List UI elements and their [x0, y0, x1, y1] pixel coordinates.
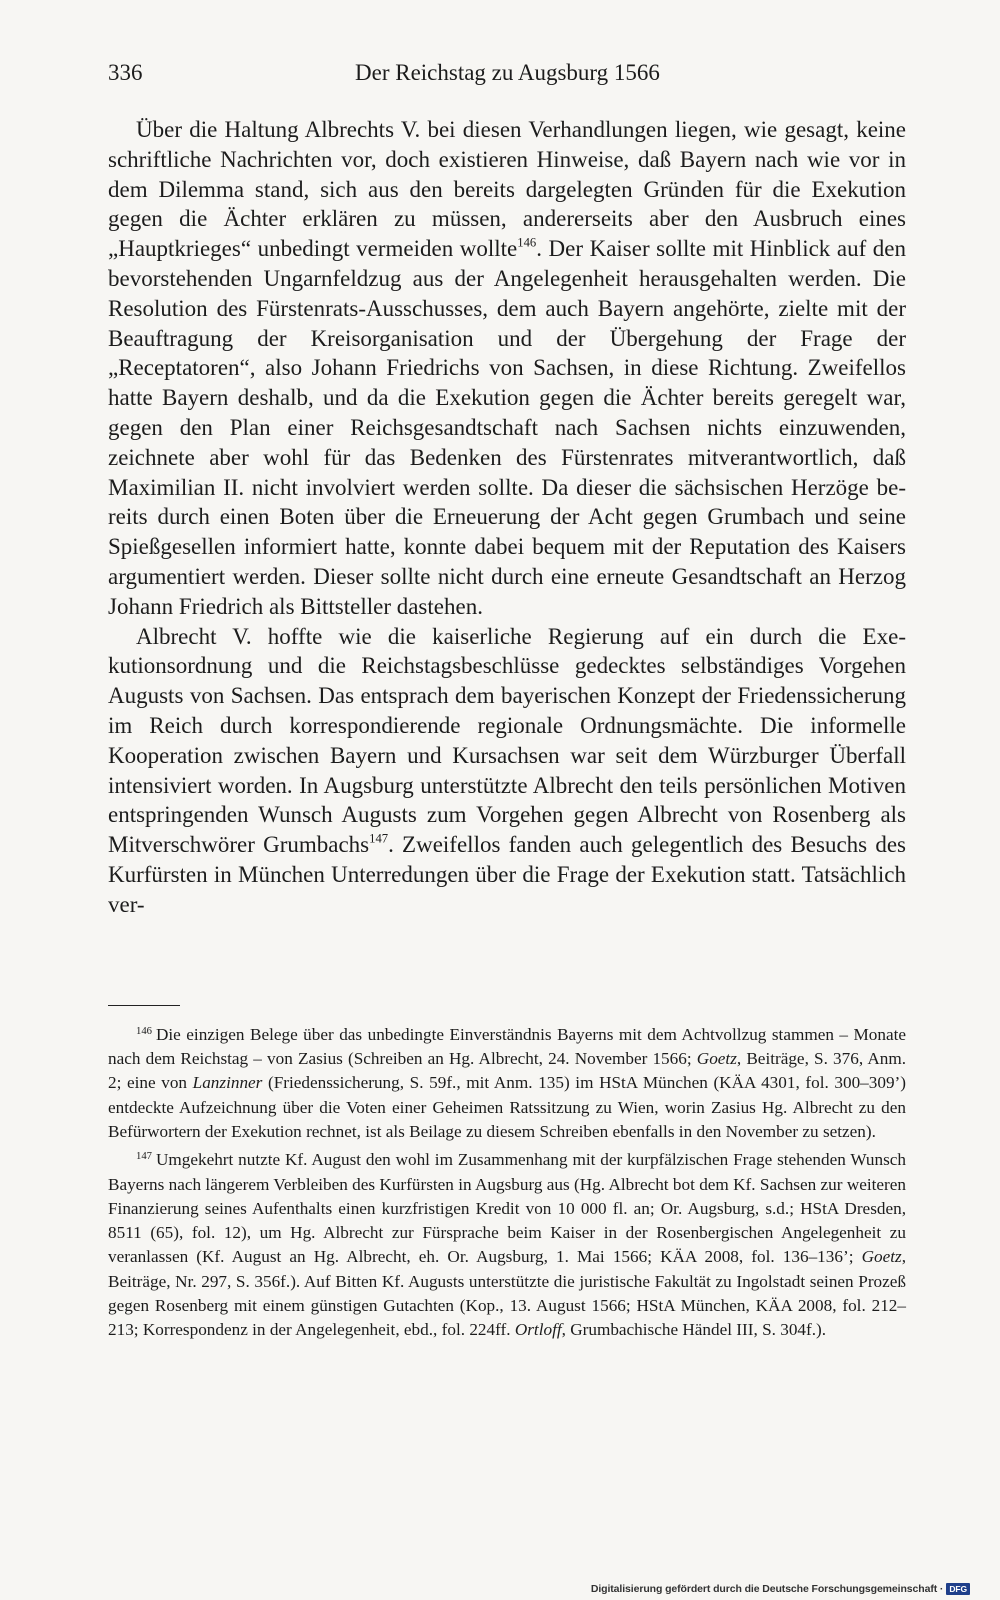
footnote-146-text-3: (Friedenssicherung, S. 59f., mit Anm. 135) im HStA München (KÄA 4301, fol. 300–309’) entdeckte Aufzeichnung über die Voten einer Geheimen Ratssitzung zu Wien, worin Zasius Hg. Albrecht zu den Befürwortern der Exekution rechnet, ist als Beilage zu diesem Schreiben ebenfalls in den November zu setzen). [108, 1073, 906, 1142]
footnotes [108, 1020, 906, 1343]
footnote-number-146: 146 [136, 1026, 152, 1037]
paragraph-1-text-a: Über die Haltung Albrechts V. bei diesen Verhandlungen liegen, wie gesagt, keine schriftliche Nachrichten vor, doch existieren Hinweise, daß Bayern nach wie vor in dem Dilemma stand, sich aus den bereits dargelegten Gründen für die Exekution gegen die Ächter erklären zu müssen, andererseits aber den Ausbruch eines „Hauptkrieges“ unbedingt vermeiden wollte [108, 117, 906, 262]
paragraph-1-text-b: . Der Kaiser sollte mit Hinblick auf den bevorstehenden Ungarnfeldzug aus der Angelegenheit herausgehalten werden. Die Resolution des Fürstenrats-Ausschusses, dem auch Bayern angehörte, zielte mit der Beauftragung der Kreisorganisation und der Übergehung der Frage der „Receptatoren“, also Johann Friedrichs von Sachsen, in diese Richtung. Zweifellos hatte Bayern deshalb, und da die Exekution gegen die Ächter bereits geregelt war, gegen den Plan einer Reichsgesandtschaft nach Sachsen nichts einzuwenden, zeichnete aber wohl für das Bedenken des Fürstenrates mitverantwortlich, daß Maximilian II. nicht involviert werden sollte. Da dieser die sächsischen Herzöge bereits durch einen Boten über die Erneuerung der Acht gegen Grumbach und seine Spießgesellen informiert hatte, konnte dabei bequem mit der Reputation des Kaisers argumentiert werden. Dieser sollte nicht durch eine erneute Gesandtschaft an Herzog Johann Friedrich als Bittsteller dastehen. [108, 236, 906, 619]
footnote-ref-147: 147 [369, 831, 389, 846]
main-text [108, 115, 906, 920]
digitization-credit [591, 1583, 970, 1595]
paragraph-2-text-b: . Zweifellos fanden auch gelegentlich des Besuchs des Kurfürsten in München Unterredungen über die Frage der Exekution statt. Tatsächlich ver- [108, 832, 906, 917]
footnote-147-text-2: , Beiträge, Nr. 297, S. 356f.). Auf Bitten Kf. Augusts unterstützte die juristische Fakultät zu Ingolstadt seinen Prozeß gegen Rosenberg mit einem günstigen Gutachten (Kop., 13. August 1566; HStA München, KÄA 2008, fol. 212–213; Korrespondenz in der Angelegenheit, ebd., fol. 224ff. [108, 1247, 906, 1340]
footnote-146-author-1: Goetz [696, 1049, 737, 1069]
footnote-146-author-2: Lanzinner [192, 1073, 263, 1093]
running-title: Der Reichstag zu Augsburg 1566 [355, 60, 660, 85]
footnote-147-text-1: Umgekehrt nutzte Kf. August den wohl im Zusammenhang mit der kurpfälzischen Frage stehenden Wunsch Bayerns nach längerem Verbleiben des Kurfürsten in Augsburg aus (Hg. Albrecht bot dem Kf. Sachsen zur weiteren Finanzierung seines Aufenthalts einen kurzfristigen Kredit von 10 000 fl. an; Or. Augsburg, s.d.; HStA Dresden, 8511 (65), fol. 12), um Hg. Albrecht zur Fürsprache beim Kaiser in der Rosenbergischen Angelegenheit zu veranlassen (Kf. August an Hg. Albrecht, eh. Or. Augsburg, 1. Mai 1566; KÄA 2008, fol. 136–136’; [108, 1150, 906, 1267]
paragraph-2 [108, 622, 906, 920]
paragraph-2-text-a: Albrecht V. hoffte wie die kaiserliche Regierung auf ein durch die Exekutionsordnung und die Reichstagsbeschlüsse gedecktes selbständiges Vorgehen Augusts von Sachsen. Das entsprach dem bayerischen Konzept der Friedenssicherung im Reich durch korrespondierende regionale Ordnungsmächte. Die informelle Kooperation zwischen Bayern und Kursachsen war seit dem Würzburger Überfall intensiviert worden. In Augsburg unterstützte Albrecht den teils persönlichen Motiven entspringenden Wunsch Augusts zum Vorgehen gegen Albrecht von Rosenberg als Mitverschwörer Grumbachs [108, 623, 906, 858]
page-number: 336 [108, 60, 143, 85]
footnote-146 [108, 1020, 906, 1144]
footnote-separator [108, 1005, 180, 1006]
paragraph-1 [108, 115, 906, 622]
dfg-logo: DFG [946, 1583, 970, 1595]
footnote-147 [108, 1145, 906, 1342]
footnote-147-text-3: , Grumbachische Händel III, S. 304f.). [561, 1320, 827, 1340]
footnote-number-147: 147 [136, 1151, 152, 1163]
footnote-146-text-2: , Beiträge, S. 376, Anm. 2; eine von [108, 1049, 906, 1093]
footnote-ref-146: 146 [517, 235, 537, 250]
footnote-147-author-2: Ortloff [514, 1320, 562, 1340]
footnote-147-author-1: Goetz [861, 1247, 902, 1267]
credit-text: Digitalisierung gefördert durch die Deutsche Forschungsgemeinschaft · [590, 1583, 944, 1595]
footnote-146-text-1: Die einzigen Belege über das unbedingte Einverständnis Bayerns mit dem Achtvollzug stammen – Monate nach dem Reichstag – von Zasius (Schreiben an Hg. Albrecht, 24. November 1566; [108, 1024, 906, 1069]
